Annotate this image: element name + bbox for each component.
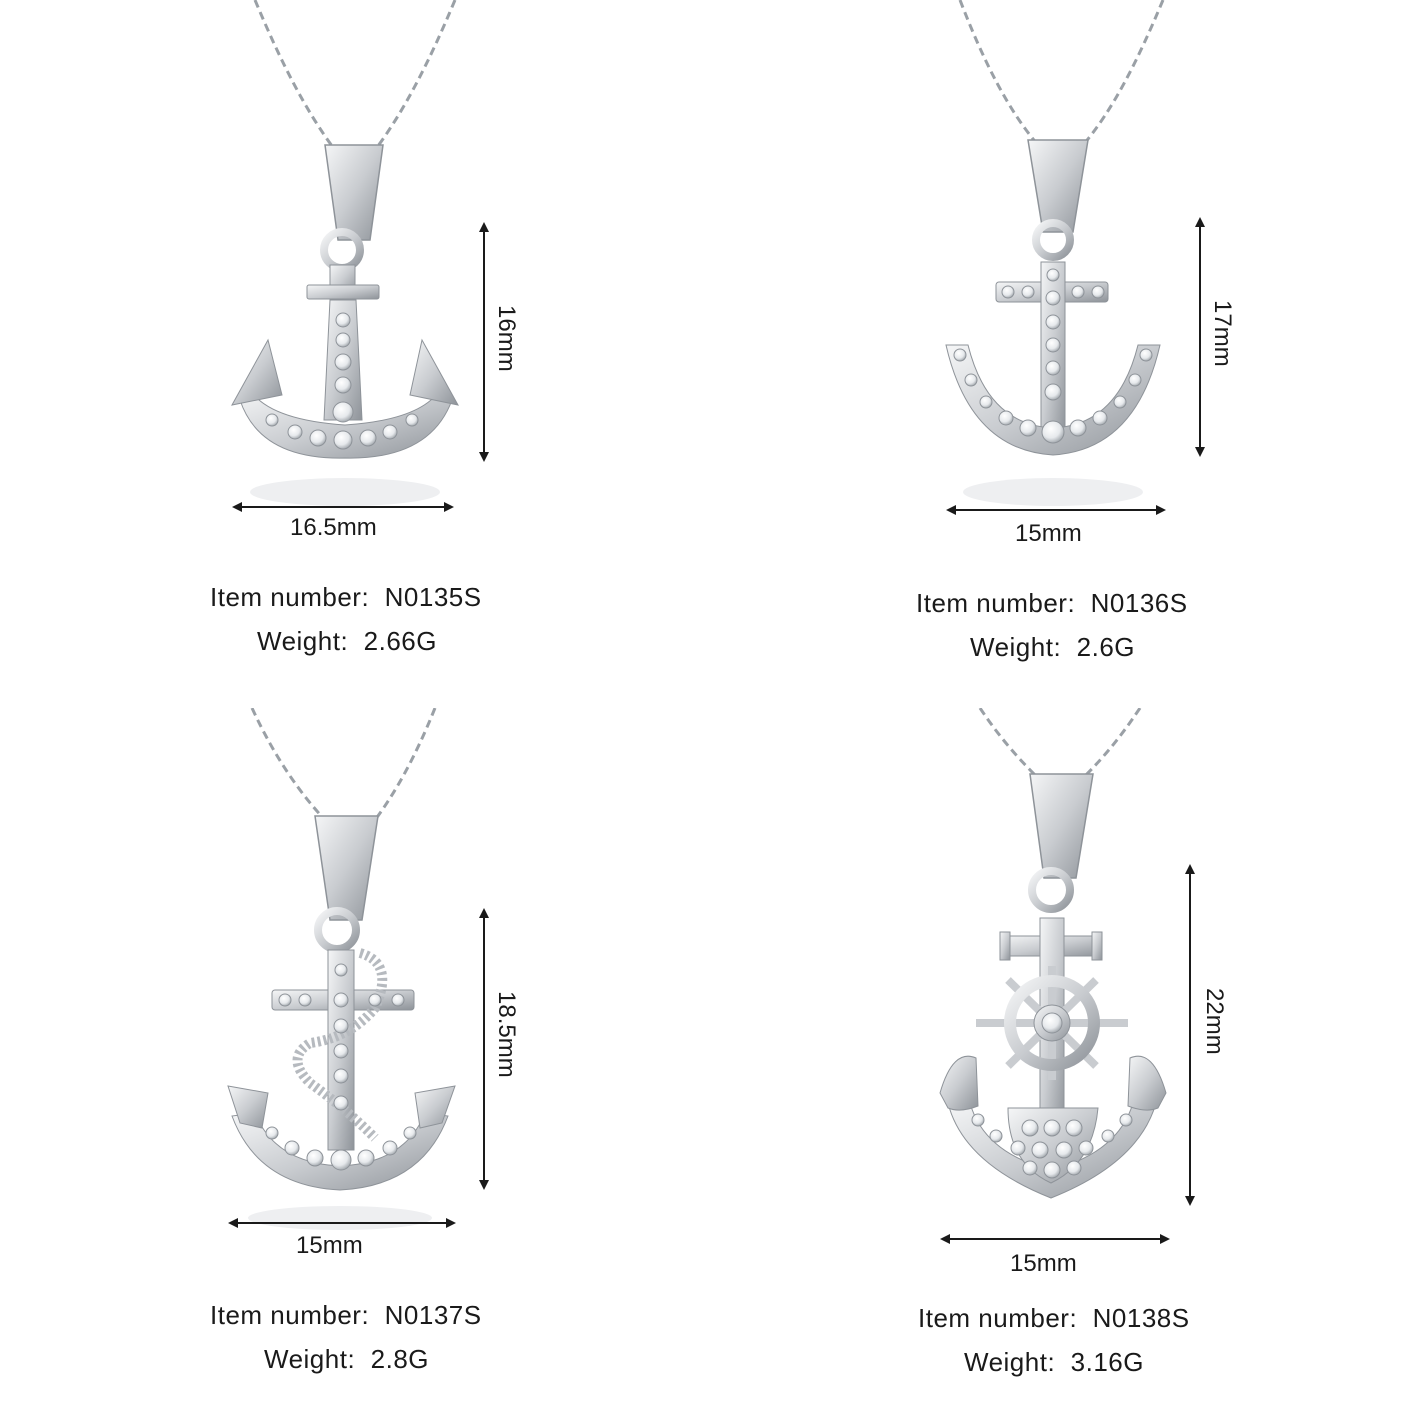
weight-label: Weight: xyxy=(257,626,349,656)
item-number-value: N0135S xyxy=(384,582,482,612)
width-dimension-label: 15mm xyxy=(1010,1250,1077,1277)
product-card-n0135s xyxy=(0,0,708,708)
width-dimension-arrow xyxy=(940,1229,1170,1249)
item-number-row xyxy=(210,582,482,613)
width-dimension-label: 15mm xyxy=(1015,520,1082,547)
height-dimension-arrow xyxy=(474,222,494,462)
width-dimension-arrow xyxy=(946,500,1166,520)
height-dimension-label: 17mm xyxy=(1209,300,1236,367)
width-dimension-label: 16.5mm xyxy=(290,514,377,541)
width-dimension-arrow xyxy=(228,1213,456,1233)
height-dimension-label: 16mm xyxy=(493,305,520,372)
weight-value: 2.66G xyxy=(363,626,437,656)
weight-label: Weight: xyxy=(264,1344,356,1374)
height-dimension-arrow xyxy=(474,908,494,1190)
height-dimension-label: 22mm xyxy=(1201,988,1228,1055)
height-dimension-arrow xyxy=(1180,864,1200,1206)
item-number-value: N0138S xyxy=(1092,1303,1190,1333)
weight-row xyxy=(970,632,1135,663)
item-number-row xyxy=(916,588,1188,619)
product-card-n0136s xyxy=(708,0,1416,708)
product-card-n0138s xyxy=(708,708,1416,1416)
weight-value: 2.6G xyxy=(1076,632,1136,662)
item-number-label: Item number: xyxy=(916,588,1076,618)
item-number-value: N0136S xyxy=(1090,588,1188,618)
weight-label: Weight: xyxy=(964,1347,1056,1377)
height-dimension-label: 18.5mm xyxy=(493,991,520,1078)
item-number-label: Item number: xyxy=(210,582,370,612)
item-number-row xyxy=(210,1300,482,1331)
item-number-row xyxy=(918,1303,1190,1334)
weight-row xyxy=(264,1344,429,1375)
weight-label: Weight: xyxy=(970,632,1062,662)
product-card-n0137s xyxy=(0,708,708,1416)
width-dimension-label: 15mm xyxy=(296,1232,363,1259)
height-dimension-arrow xyxy=(1190,217,1210,457)
weight-row xyxy=(257,626,437,657)
weight-row xyxy=(964,1347,1144,1378)
weight-value: 2.8G xyxy=(370,1344,430,1374)
item-number-label: Item number: xyxy=(210,1300,370,1330)
item-number-label: Item number: xyxy=(918,1303,1078,1333)
item-number-value: N0137S xyxy=(384,1300,482,1330)
weight-value: 3.16G xyxy=(1070,1347,1144,1377)
